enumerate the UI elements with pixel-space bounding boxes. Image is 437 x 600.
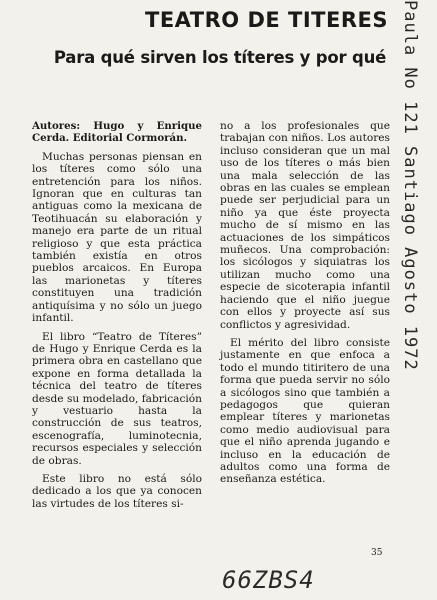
left-column (32, 120, 202, 516)
paragraph: El libro “Teatro de Títeres” de Hugo y Enrique Cerda es la primera obra en castellano que expone en forma detallada la técnica del teatro de títeres desde su modelado, fabricación y vestuario hasta la construcción de sus teatros, escenografía, luminotecnia, recursos especiales y selección de obras. (32, 330, 202, 467)
paragraph: no a los profesionales que trabajan con niños. Los autores incluso consideran que un mal uso de los títeres o más bien una mala selección de las obras en las cuales se emplean puede ser perjudicial para un niño ya que éste proyecta mucho de sí mismo en las actuaciones de los simpáticos muñecos. Una comprobación: los sicólogos y siquiatras los utilizan mucho como una especie de sicoterapia infantil haciendo que el niño juegue con ellos y proyecte así sus conflictos y agresividad. (220, 120, 390, 331)
right-column (220, 120, 390, 492)
handwritten-source-note: Paula No 121 Santiago Agosto 1972 (400, 0, 420, 371)
handwritten-catalog-number: 66ZBS4 (222, 566, 315, 594)
paragraph: El mérito del libro consiste justamente en que enfoca a todo el mundo titiritero de una forma que pueda servir no sólo a sicólogos sino que también a pedagogos que quieran emplear títeres y marionetas como medio audiovisual para que el niño aprenda jugando e incluso en la educación de adultos como una forma de enseñanza estética. (220, 336, 390, 486)
paragraph: Este libro no está sólo dedicado a los que ya conocen las virtudes de los títeres si- (32, 472, 202, 510)
article-authors: Autores: Hugo y Enrique Cerda. Editorial Cormorán. (32, 120, 202, 145)
article-subtitle: Para qué sirven los títeres y por qué (53, 48, 387, 67)
article-title: TEATRO DE TITERES (145, 8, 388, 32)
page-number: 35 (371, 548, 383, 558)
paragraph: Muchas personas piensan en los títeres como sólo una entretención para los niños. Ignoran que en culturas tan antiguas como la mexicana de Teotihuacán su elaboración y manejo era parte de un ritual religioso y que esta práctica también existía en otros pueblos arcaicos. En Europa las marionetas y títeres constituyen una tradición antiquísima y no sólo un juego infantil. (32, 150, 202, 325)
